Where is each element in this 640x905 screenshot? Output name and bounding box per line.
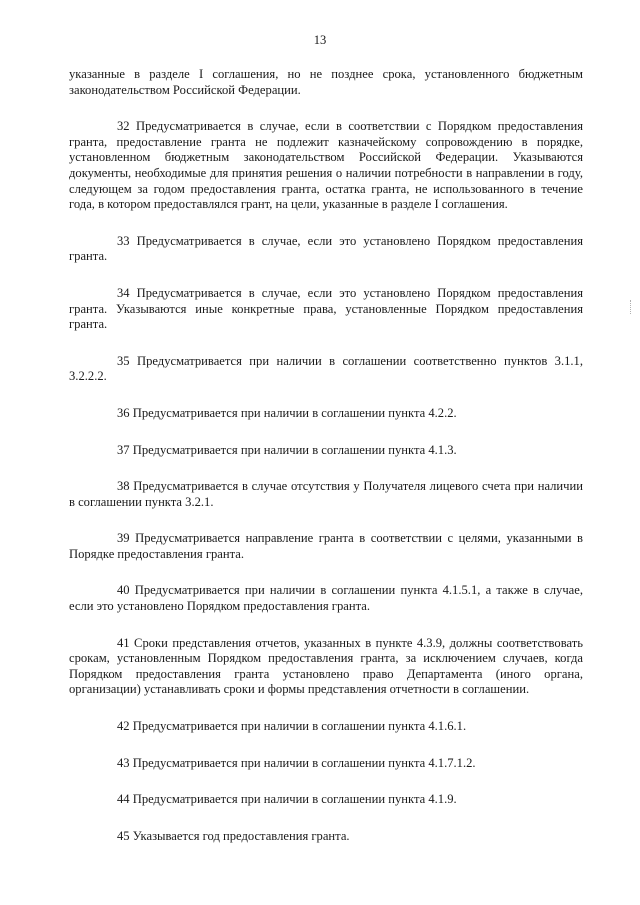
footnote-44: 44 Предусматривается при наличии в соглашении пункта 4.1.9. xyxy=(117,792,457,807)
footnote-36: 36 Предусматривается при наличии в соглашении пункта 4.2.2. xyxy=(117,405,457,420)
footnote-38: 38 Предусматривается в случае отсутствия у Получателя лицевого счета при наличии в соглашении пункта 3.2.1. xyxy=(69,479,583,509)
footnote-43: 43 Предусматривается при наличии в соглашении пункта 4.1.7.1.2. xyxy=(117,755,476,770)
footnote-39: 39 Предусматривается направление гранта в соответствии с целями, указанными в Порядке предоставления гранта. xyxy=(69,531,583,561)
footnote-40: 40 Предусматривается при наличии в соглашении пункта 4.1.5.1, а также в случае, если это установлено Порядком предоставления гранта. xyxy=(69,583,583,614)
scan-margin-mark xyxy=(630,300,633,314)
footnote-33: 33 Предусматривается в случае, если это установлено Порядком предоставления гранта. xyxy=(69,233,583,264)
paragraph-continuation: указанные в разделе I соглашения, но не позднее срока, установленного бюджетным законодательством Российской Федерации. xyxy=(69,67,583,97)
footnote-34: 34 Предусматривается в случае, если это установлено Порядком предоставления гранта. Указываются иные конкретные права, установленные Порядком предоставления гранта. xyxy=(69,285,583,332)
footnote-41: 41 Сроки представления отчетов, указанных в пункте 4.3.9, должны соответствовать срокам, установленным Порядком предоставления гранта, за исключением случаев, когда Порядком предоставления гранта установлено право Департамента (иного органа, организации) устанавливать сроки и формы представления отчетности в соглашении. xyxy=(69,635,583,697)
footnote-37: 37 Предусматривается при наличии в соглашении пункта 4.1.3. xyxy=(117,442,457,457)
page-number: 13 xyxy=(313,33,327,47)
footnote-32: 32 Предусматривается в случае, если в соответствии с Порядком предоставления гранта, предоставление гранта не подлежит казначейскому сопровождению в порядке, установленном бюджетным законодательством Российской Федерации. Указываются документы, необходимые для принятия решения о наличии потребности в направлении в году, следующем за годом предоставления гранта, остатка гранта, не использованного в течение года, в котором предоставлялся грант, на цели, указанные в разделе I соглашения. xyxy=(69,119,583,212)
footnote-45: 45 Указывается год предоставления гранта. xyxy=(117,828,350,843)
footnote-35: 35 Предусматривается при наличии в соглашении соответственно пунктов 3.1.1, 3.2.2.2. xyxy=(69,353,583,384)
document-body xyxy=(69,67,583,844)
footnote-42: 42 Предусматривается при наличии в соглашении пункта 4.1.6.1. xyxy=(117,719,467,734)
